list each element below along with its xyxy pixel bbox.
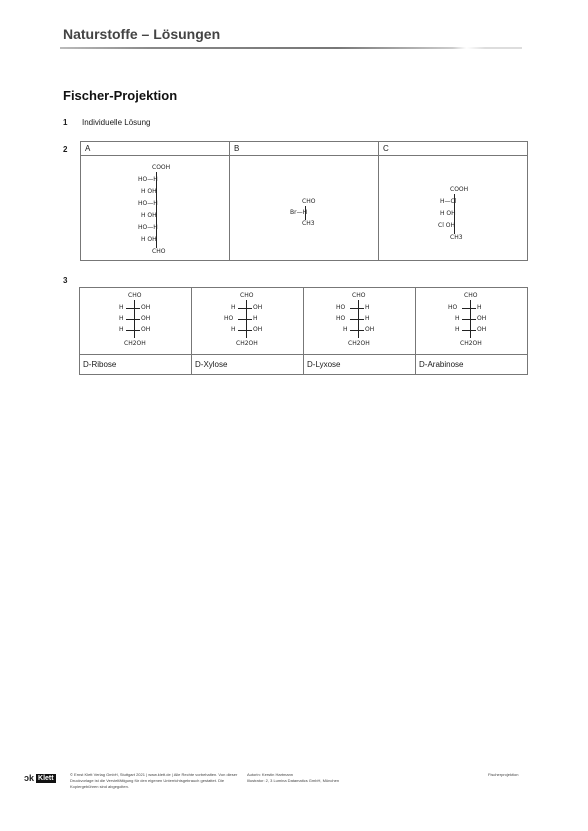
bond-line: [462, 330, 476, 331]
fischer-structure-sugar: [416, 288, 527, 354]
sugar-name: D-Xylose: [192, 355, 304, 375]
fischer-structure-a: [81, 156, 229, 260]
sugar-name: D-Arabinose: [416, 355, 528, 375]
sugar-atom-label: CH2OH: [236, 340, 258, 347]
task-2-table: [80, 141, 528, 261]
sugar-name: D-Ribose: [80, 355, 192, 375]
sugar-atom-label: H: [119, 304, 124, 311]
bond-line: [305, 206, 306, 220]
struct-a-line: HO—H: [138, 176, 158, 183]
sugar-atom-label: H: [365, 315, 370, 322]
sugar-atom-label: OH: [141, 304, 151, 311]
fischer-structure-sugar: [80, 288, 191, 354]
sugar-atom-label: H: [231, 304, 236, 311]
sugar-atom-label: HO: [336, 304, 346, 311]
sugar-atom-label: HO: [224, 315, 234, 322]
struct-b-line: CHO: [302, 198, 316, 205]
sugar-atom-label: CH2OH: [348, 340, 370, 347]
cell-c-structure: [379, 156, 528, 261]
bond-line: [156, 172, 157, 248]
klett-logo: [24, 770, 58, 786]
struct-a-line: CHO: [152, 248, 166, 255]
struct-c-line: CH3: [450, 234, 463, 241]
sugar-atom-label: CH2OH: [124, 340, 146, 347]
sugar-atom-label: CHO: [464, 292, 478, 299]
sugar-name: D-Lyxose: [304, 355, 416, 375]
struct-a-line: HO—H: [138, 200, 158, 207]
klett-logo-box: Klett: [38, 774, 54, 782]
footer-author: Autorin: Kerstin Hartmann: [247, 772, 294, 777]
cell-a-header: [81, 142, 230, 156]
bond-line: [238, 308, 252, 309]
section-title: Fischer-Projektion: [63, 88, 178, 103]
klett-logo-mark: ɔk: [24, 773, 35, 783]
header-rule: [60, 47, 522, 49]
bond-line: [238, 319, 252, 320]
bond-line: [126, 330, 140, 331]
sugar-atom-label: H: [477, 304, 482, 311]
bond-line: [246, 300, 247, 338]
footer-topic: Fischerprojektion: [488, 772, 519, 777]
sugar-structure-cell: [80, 288, 192, 355]
struct-a-line: HO—H: [138, 224, 158, 231]
sugar-atom-label: CHO: [240, 292, 254, 299]
sugar-atom-label: OH: [477, 326, 487, 333]
sugar-atom-label: OH: [477, 315, 487, 322]
fischer-structure-c: [379, 156, 527, 260]
struct-a-line: COOH: [152, 164, 171, 171]
cell-b-label: B: [234, 144, 240, 153]
bond-line: [238, 330, 252, 331]
sugar-atom-label: CH2OH: [460, 340, 482, 347]
cell-c-label: C: [383, 144, 389, 153]
sugar-atom-label: H: [119, 315, 124, 322]
struct-b-line: Br—H: [290, 209, 308, 216]
sugar-structure-cell: [416, 288, 528, 355]
bond-line: [126, 319, 140, 320]
bond-line: [358, 300, 359, 338]
struct-a-line: H OH: [141, 188, 157, 195]
fischer-structure-b: [230, 156, 378, 260]
sugar-atom-label: OH: [253, 326, 263, 333]
sugar-atom-label: H: [455, 315, 460, 322]
fischer-structure-sugar: [192, 288, 303, 354]
footer-copyright: © Ernst Klett Verlag GmbH, Stuttgart 2021 | www.klett.de | Alle Rechte vorbehalten. Von dieser Druckvorlage ist die Vervielfältigung für den eigenen Unterrichtsgebrauch gestattet. Die Kopiergebühren sind abgegolten.: [70, 772, 238, 789]
cell-b-header: [230, 142, 379, 156]
fischer-structure-sugar: [304, 288, 415, 354]
sugar-structure-cell: [304, 288, 416, 355]
bond-line: [470, 300, 471, 338]
struct-a-line: H OH: [141, 212, 157, 219]
sugar-atom-label: OH: [253, 304, 263, 311]
cell-a-label: A: [85, 144, 91, 153]
sugar-atom-label: H: [343, 326, 348, 333]
bond-line: [350, 319, 364, 320]
sugar-atom-label: OH: [141, 326, 151, 333]
sugar-atom-label: HO: [448, 304, 458, 311]
header-title: Naturstoffe – Lösungen: [63, 26, 221, 42]
struct-c-line: H—Cl: [440, 198, 457, 205]
struct-c-line: COOH: [450, 186, 469, 193]
cell-a-structure: [81, 156, 230, 261]
struct-c-line: Cl OH: [438, 222, 455, 229]
bond-line: [350, 330, 364, 331]
bond-line: [462, 308, 476, 309]
bond-line: [134, 300, 135, 338]
sugar-atom-label: H: [119, 326, 124, 333]
cell-b-structure: [230, 156, 379, 261]
bond-line: [462, 319, 476, 320]
bond-line: [350, 308, 364, 309]
sugar-structure-cell: [192, 288, 304, 355]
sugar-atom-label: H: [455, 326, 460, 333]
footer-illustrator: Illustrator: 2, 3 Lumina Datamatics GmbH, München: [247, 778, 340, 783]
task-3-number: 3: [63, 276, 68, 285]
task-3-table: [79, 287, 528, 375]
task-2-number: 2: [63, 145, 68, 154]
cell-c-header: [379, 142, 528, 156]
sugar-atom-label: H: [253, 315, 258, 322]
bond-line: [126, 308, 140, 309]
struct-b-line: CH3: [302, 220, 315, 227]
sugar-atom-label: H: [231, 326, 236, 333]
struct-c-line: H OH: [440, 210, 456, 217]
bond-line: [454, 194, 455, 234]
task-1-text: Individuelle Lösung: [82, 118, 151, 127]
task-1-number: 1: [63, 118, 68, 127]
sugar-atom-label: HO: [336, 315, 346, 322]
sugar-atom-label: CHO: [352, 292, 366, 299]
sugar-atom-label: H: [365, 304, 370, 311]
sugar-atom-label: OH: [365, 326, 375, 333]
sugar-atom-label: OH: [141, 315, 151, 322]
struct-a-line: H OH: [141, 236, 157, 243]
sugar-atom-label: CHO: [128, 292, 142, 299]
